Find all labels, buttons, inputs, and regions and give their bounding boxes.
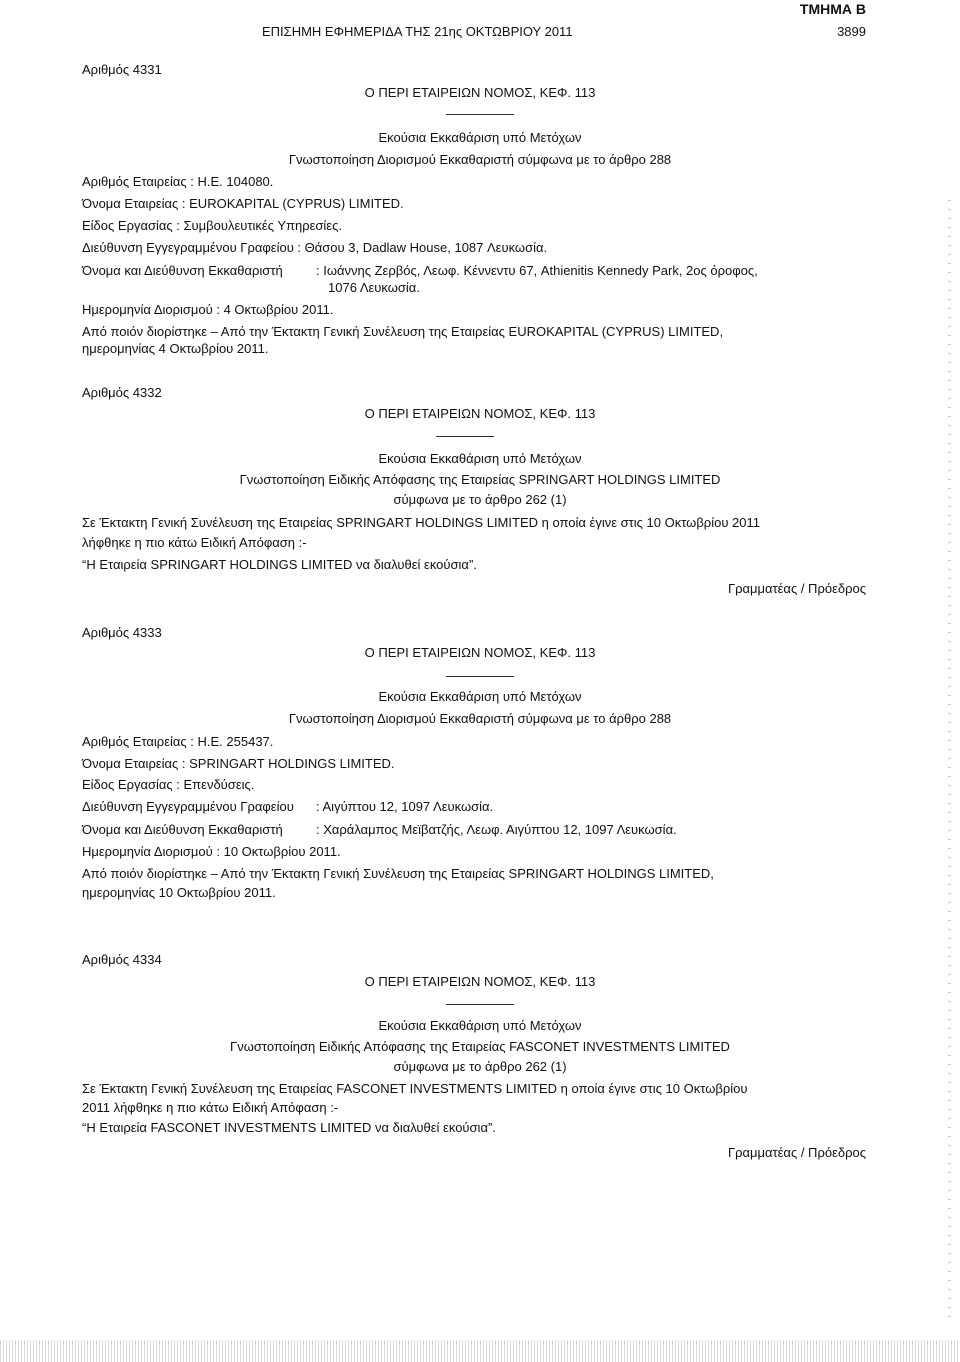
company-name: Όνομα Εταιρείας : SPRINGART HOLDINGS LIMITED. bbox=[82, 756, 395, 771]
company-name: Όνομα Εταιρείας : EUROKAPITAL (CYPRUS) LIMITED. bbox=[82, 196, 404, 211]
section-label: ΤΜΗΜΑ Β bbox=[799, 1, 866, 17]
appointment-date: Ημερομηνία Διορισμού : 4 Οκτωβρίου 2011. bbox=[82, 302, 334, 317]
registered-office-label: Διεύθυνση Εγγεγραμμένου Γραφείου bbox=[82, 799, 294, 814]
signature: Γραμματέας / Πρόεδρος bbox=[727, 1145, 866, 1160]
notice-subtitle: Εκούσια Εκκαθάριση υπό Μετόχων bbox=[378, 451, 582, 466]
notice-subtitle: Εκούσια Εκκαθάριση υπό Μετόχων bbox=[378, 689, 582, 704]
notice-title: Γνωστοποίηση Διορισμού Εκκαθαριστή σύμφωνα με το άρθρο 288 bbox=[288, 711, 672, 726]
notice-title-cont: σύμφωνα με το άρθρο 262 (1) bbox=[393, 1059, 567, 1074]
separator bbox=[446, 114, 514, 115]
liquidator-label: Όνομα και Διεύθυνση Εκκαθαριστή bbox=[82, 822, 283, 837]
law-title: Ο ΠΕΡΙ ΕΤΑΙΡΕΙΩΝ ΝΟΜΟΣ, ΚΕΦ. 113 bbox=[364, 85, 596, 100]
signature: Γραμματέας / Πρόεδρος bbox=[727, 581, 866, 596]
separator bbox=[446, 676, 514, 677]
law-title: Ο ΠΕΡΙ ΕΤΑΙΡΕΙΩΝ ΝΟΜΟΣ, ΚΕΦ. 113 bbox=[364, 974, 596, 989]
notice-subtitle: Εκούσια Εκκαθάριση υπό Μετόχων bbox=[378, 130, 582, 145]
business-type: Είδος Εργασίας : Επενδύσεις. bbox=[82, 777, 255, 792]
notice-number: Αριθμός 4331 bbox=[82, 62, 162, 77]
business-type: Είδος Εργασίας : Συμβουλευτικές Υπηρεσίες. bbox=[82, 218, 342, 233]
resolution-text: “Η Εταιρεία SPRINGART HOLDINGS LIMITED να διαλυθεί εκούσια”. bbox=[82, 557, 477, 572]
page-number: 3899 bbox=[837, 24, 866, 39]
notice-title: Γνωστοποίηση Ειδικής Απόφασης της Εταιρείας FASCONET INVESTMENTS LIMITED bbox=[230, 1039, 730, 1054]
resolution-body: Σε Έκτακτη Γενική Συνέλευση της Εταιρείας FASCONET INVESTMENTS LIMITED η οποία έγινε στις 10 Οκτωβρίου bbox=[82, 1081, 748, 1096]
appointed-by: Από ποιόν διορίστηκε – Από την Έκτακτη Γενική Συνέλευση της Εταιρείας SPRINGART HOLDINGS LIMITED, bbox=[82, 866, 714, 881]
scan-noise-strip bbox=[0, 1340, 960, 1362]
liquidator-value: : Χαράλαμπος Μεϊβατζής, Λεωφ. Αιγύπτου 12, 1097 Λευκωσία. bbox=[316, 822, 677, 837]
separator bbox=[446, 1004, 514, 1005]
notice-number: Αριθμός 4332 bbox=[82, 385, 162, 400]
appointment-date: Ημερομηνία Διορισμού : 10 Οκτωβρίου 2011. bbox=[82, 844, 341, 859]
appointed-by-cont: ημερομηνίας 10 Οκτωβρίου 2011. bbox=[82, 885, 276, 900]
liquidator-value-cont: 1076 Λευκωσία. bbox=[328, 280, 420, 295]
notice-subtitle: Εκούσια Εκκαθάριση υπό Μετόχων bbox=[378, 1018, 582, 1033]
liquidator-label: Όνομα και Διεύθυνση Εκκαθαριστή bbox=[82, 263, 283, 278]
liquidator-value: : Ιωάννης Ζερβός, Λεωφ. Κέννεντυ 67, Athienitis Kennedy Park, 2ος όροφος, bbox=[316, 263, 758, 278]
notice-title-cont: σύμφωνα με το άρθρο 262 (1) bbox=[393, 492, 567, 507]
separator bbox=[436, 436, 494, 437]
registered-office-value: : Αιγύπτου 12, 1097 Λευκωσία. bbox=[316, 799, 494, 814]
resolution-body-cont: λήφθηκε η πιο κάτω Ειδική Απόφαση :- bbox=[82, 535, 307, 550]
company-number: Αριθμός Εταιρείας : Η.Ε. 104080. bbox=[82, 174, 274, 189]
notice-title: Γνωστοποίηση Διορισμού Εκκαθαριστή σύμφωνα με το άρθρο 288 bbox=[288, 152, 672, 167]
scan-edge-marks bbox=[948, 200, 951, 1320]
resolution-text: “Η Εταιρεία FASCONET INVESTMENTS LIMITED να διαλυθεί εκούσια”. bbox=[82, 1120, 496, 1135]
notice-title: Γνωστοποίηση Ειδικής Απόφασης της Εταιρείας SPRINGART HOLDINGS LIMITED bbox=[239, 472, 721, 487]
resolution-body: Σε Έκτακτη Γενική Συνέλευση της Εταιρείας SPRINGART HOLDINGS LIMITED η οποία έγινε στις 10 Οκτωβρίου 2011 bbox=[82, 515, 760, 530]
appointed-by-cont: ημερομηνίας 4 Οκτωβρίου 2011. bbox=[82, 341, 269, 356]
resolution-body-cont: 2011 λήφθηκε η πιο κάτω Ειδική Απόφαση :- bbox=[82, 1100, 339, 1115]
law-title: Ο ΠΕΡΙ ΕΤΑΙΡΕΙΩΝ ΝΟΜΟΣ, ΚΕΦ. 113 bbox=[364, 406, 596, 421]
company-number: Αριθμός Εταιρείας : Η.Ε. 255437. bbox=[82, 734, 274, 749]
gazette-title: ΕΠΙΣΗΜΗ ΕΦΗΜΕΡΙΔΑ ΤΗΣ 21ης ΟΚΤΩΒΡΙΟΥ 2011 bbox=[262, 24, 573, 39]
notice-number: Αριθμός 4334 bbox=[82, 952, 162, 967]
notice-number: Αριθμός 4333 bbox=[82, 625, 162, 640]
appointed-by: Από ποιόν διορίστηκε – Από την Έκτακτη Γενική Συνέλευση της Εταιρείας EUROKAPITAL (CYPRUS) LIMITED, bbox=[82, 324, 724, 339]
law-title: Ο ΠΕΡΙ ΕΤΑΙΡΕΙΩΝ ΝΟΜΟΣ, ΚΕΦ. 113 bbox=[364, 645, 596, 660]
registered-office: Διεύθυνση Εγγεγραμμένου Γραφείου : Θάσου 3, Dadlaw House, 1087 Λευκωσία. bbox=[82, 240, 548, 255]
